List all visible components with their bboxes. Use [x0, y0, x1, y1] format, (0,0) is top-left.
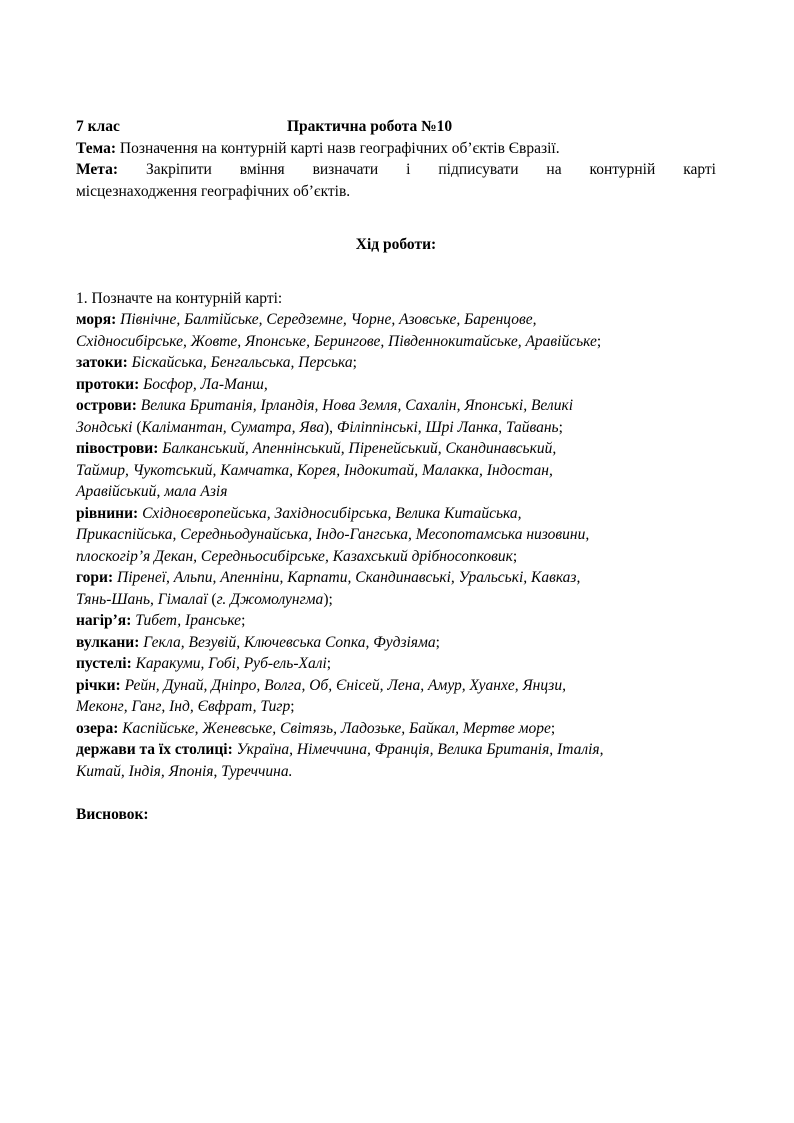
task-text: 1. Позначте на контурній карті:: [76, 289, 283, 307]
islands-line-1: [76, 395, 716, 417]
islands-list-2b: Калімантан, Суматра, Ява: [141, 418, 324, 436]
goal-text-1: Закріпити вміння визначати і підписувати на контурній карті: [145, 161, 716, 178]
topic-label: Тема:: [76, 139, 116, 157]
seas-label: моря:: [76, 311, 117, 328]
countries-list-1: Україна, Німеччина, Франція, Велика Британія, Італія,: [236, 741, 604, 758]
lakes-line: озера: Каспійське, Женевське, Світязь, Ладозьке, Байкал, Мертве море;: [76, 719, 556, 737]
goal-label: Мета:: [76, 161, 119, 178]
plains-list-1: Східноєвропейська, Західносибірська, Велика Китайська,: [142, 504, 522, 522]
mountains-line-2: Тянь-Шань, Гімалаї (г. Джомолунгма);: [76, 590, 333, 608]
peninsulas-line-3: Аравійський, мала Азія: [76, 483, 228, 500]
islands-list-2a: Зондські: [76, 418, 133, 436]
plains-list-3: плоскогір’я Декан, Середньосибірське, Казахський дрібносопковик: [76, 547, 513, 565]
seas-list-2: Східносибірське, Жовте, Японське, Берингове, Південнокитайське, Аравійське: [76, 332, 597, 350]
gulfs-line: затоки: Біскайська, Бенгальська, Перська;: [76, 354, 357, 371]
straits-label: протоки:: [76, 375, 140, 393]
header: [76, 116, 716, 138]
plains-line-2: [76, 524, 716, 546]
islands-list-1: Велика Британія, Ірландія, Нова Земля, Сахалін, Японські, Великі: [140, 397, 573, 414]
plains-line-3: плоскогір’я Декан, Середньосибірське, Казахський дрібносопковик;: [76, 547, 518, 565]
countries-list-2b: Туреччина.: [221, 762, 293, 780]
lakes-list: Каспійське, Женевське, Світязь, Ладозьке, Байкал, Мертве море: [122, 719, 551, 737]
conclusion-label: Висновок:: [76, 805, 149, 823]
volcanoes-line: вулкани: Гекла, Везувій, Ключевська Сопка, Фудзіяма;: [76, 633, 440, 651]
seas-line-2: Східносибірське, Жовте, Японське, Берингове, Південнокитайське, Аравійське;: [76, 332, 602, 350]
lakes-label: озера:: [76, 719, 119, 737]
grade-label: 7 клас: [76, 118, 120, 135]
peninsulas-line-1: [76, 438, 716, 460]
mountains-line-1: [76, 567, 716, 589]
mountains-list-1: Піренеї, Альпи, Апенніни, Карпати, Скандинавські, Уральські, Кавказ,: [117, 569, 581, 586]
straits-line: [76, 374, 716, 396]
peninsulas-line-2: [76, 460, 716, 482]
countries-label: держави та їх столиці:: [76, 741, 233, 758]
mountains-peak: г. Джомолунгма: [216, 590, 324, 608]
rivers-list-1: Рейн, Дунай, Дніпро, Волга, Об, Єнісей, Лена, Амур, Хуанхе, Янцзи,: [124, 676, 566, 694]
goal-line-2: місцезнаходження географічних об’єктів.: [76, 182, 351, 200]
plains-label: рівнини:: [76, 504, 139, 522]
plains-line-1: [76, 503, 716, 525]
deserts-list: Каракуми, Гобі, Руб-ель-Халі: [135, 655, 327, 672]
work-title: Практична робота №10: [287, 118, 453, 135]
peninsulas-list-3a: Аравійський: [76, 483, 157, 500]
rivers-line-1: [76, 675, 716, 697]
topic-text: Позначення на контурній карті назв географічних об’єктів Євразії.: [119, 139, 560, 157]
rivers-list-2: Меконг, Ганг, Інд, Євфрат, Тигр: [76, 698, 291, 715]
seas-list-1: Північне, Балтійське, Середземне, Чорне, Азовське, Баренцове,: [120, 311, 537, 328]
peninsulas-list-1: Балканський, Апеннінський, Піренейський, Скандинавський,: [162, 440, 557, 457]
peninsulas-list-3b: мала Азія: [164, 483, 228, 500]
volcanoes-list: Гекла, Везувій, Ключевська Сопка, Фудзіяма: [143, 633, 436, 651]
worksheet: [76, 116, 716, 825]
mountains-label: гори:: [76, 569, 114, 586]
islands-line-2: Зондські (Калімантан, Суматра, Ява), Філіппінські, Шрі Ланка, Тайвань;: [76, 418, 563, 436]
deserts-label: пустелі:: [76, 655, 132, 672]
countries-line-1: [76, 739, 716, 761]
islands-list-2d: Шрі Ланка: [425, 418, 499, 436]
islands-list-2e: Тайвань: [505, 418, 559, 436]
mountains-list-2: Тянь-Шань, Гімалаї: [76, 590, 208, 608]
deserts-line: пустелі: Каракуми, Гобі, Руб-ель-Халі;: [76, 655, 332, 672]
countries-list-2: Китай, Індія, Японія: [76, 762, 214, 780]
seas-line-1: [76, 309, 716, 331]
highlands-line: нагір’я: Тибет, Іранське;: [76, 612, 246, 629]
gulfs-label: затоки:: [76, 354, 128, 371]
islands-label: острови:: [76, 397, 137, 414]
highlands-label: нагір’я:: [76, 612, 132, 629]
straits-list: Босфор, Ла-Манш,: [143, 375, 268, 393]
goal-line-1: [76, 159, 716, 181]
volcanoes-label: вулкани:: [76, 633, 140, 651]
highlands-list: Тибет, Іранське: [135, 612, 242, 629]
rivers-line-2: Меконг, Ганг, Інд, Євфрат, Тигр;: [76, 698, 295, 715]
progress-heading: Хід роботи:: [355, 236, 437, 253]
topic-line: [76, 138, 716, 160]
gulfs-list: Біскайська, Бенгальська, Перська: [131, 354, 353, 371]
countries-line-2: Китай, Індія, Японія, Туреччина.: [76, 762, 293, 780]
plains-list-2: Прикаспійська, Середньодунайська, Індо-Гангська, Месопотамська низовини,: [76, 526, 590, 543]
islands-list-2c: Філіппінські: [336, 418, 418, 436]
rivers-label: річки:: [76, 676, 121, 694]
peninsulas-label: півострови:: [76, 440, 159, 457]
peninsulas-list-2: Таймир, Чукотський, Камчатка, Корея, Індокитай, Малакка, Індостан,: [76, 461, 553, 479]
